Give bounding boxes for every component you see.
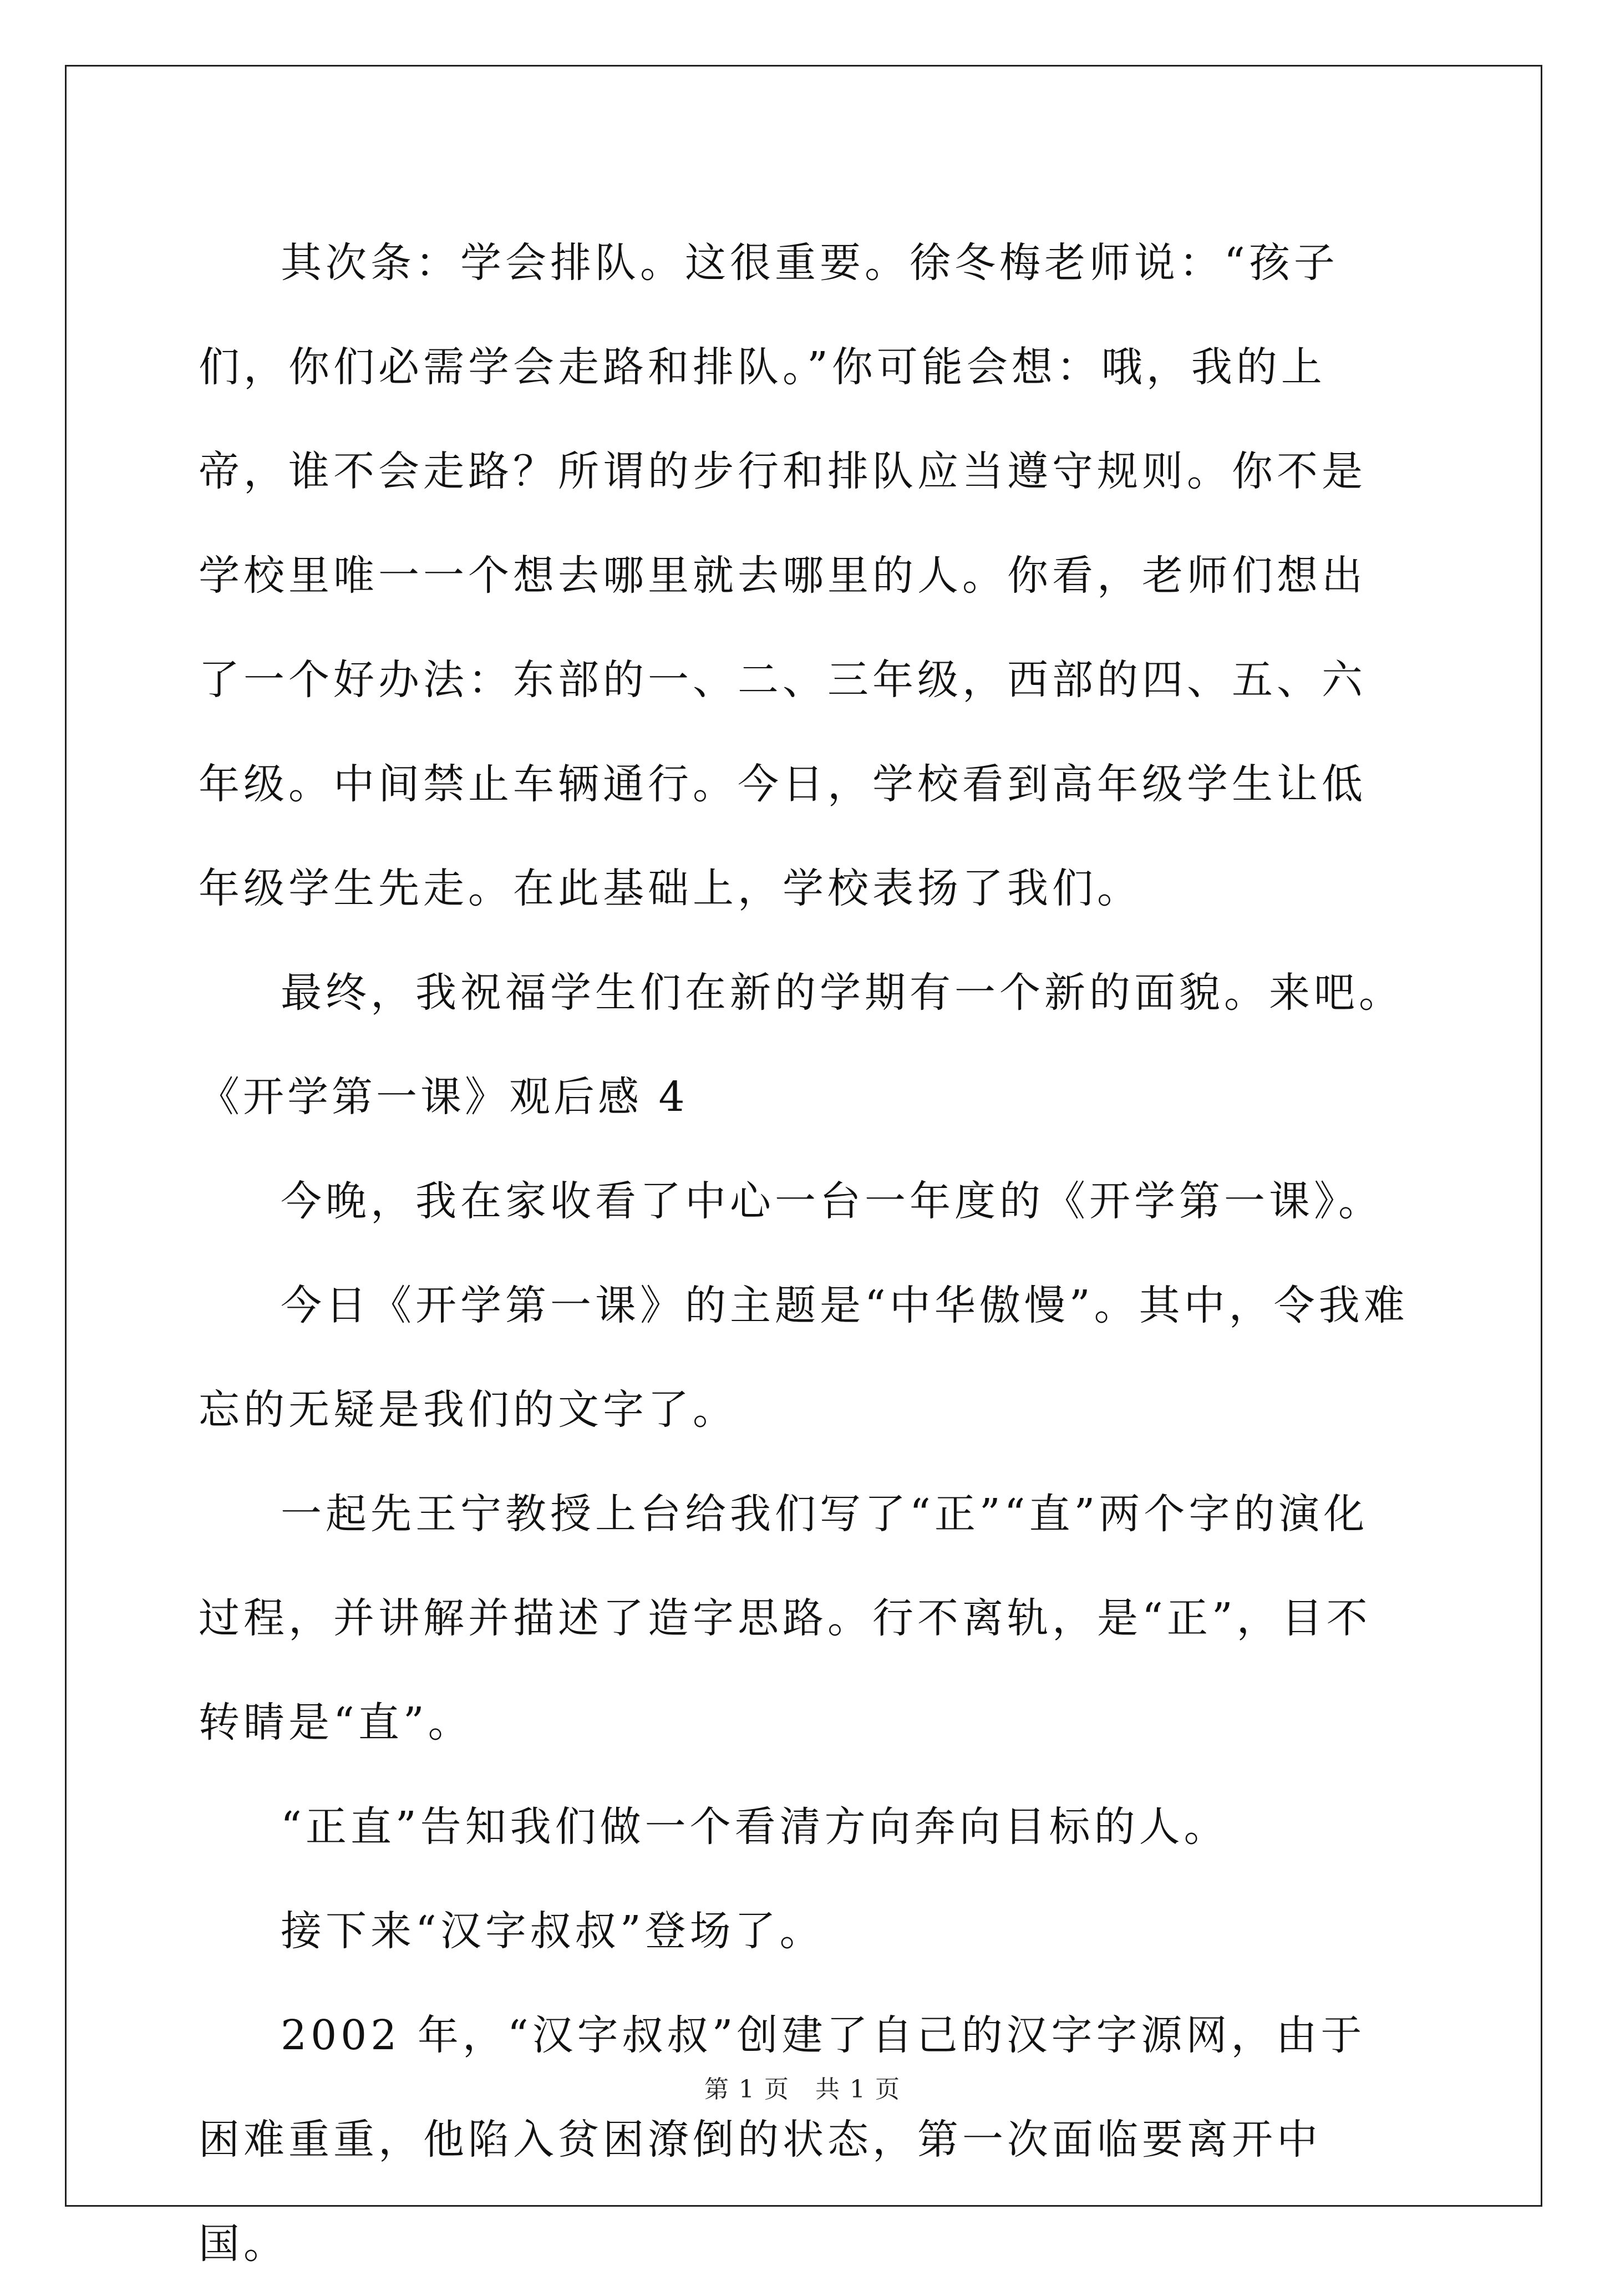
document-body bbox=[199, 211, 1409, 2296]
paragraph: 其次条：学会排队。这很重要。徐冬梅老师说：“孩子们，你们必需学会走路和排队。”你可能会想：哦，我的上帝，谁不会走路？所谓的步行和排队应当遵守规则。你不是学校里唯一一个想去哪里就去哪里的人。你看，老师们想出了一个好办法：东部的一、二、三年级，西部的四、五、六年级。中间禁止车辆通行。今日，学校看到高年级学生让低年级学生先走。在此基础上，学校表扬了我们。 bbox=[199, 239, 1367, 912]
paragraph: “正直”告知我们做一个看清方向奔向目标的人。 bbox=[281, 1803, 1229, 1851]
paragraph: 2002 年，“汉字叔叔”创建了自己的汉字字源网，由于困难重重，他陷入贫困潦倒的状态，第一次面临要离开中国。 bbox=[199, 2011, 1366, 2268]
paragraph: 今晚，我在家收看了中心一台一年度的《开学第一课》。 bbox=[281, 1177, 1383, 1225]
page-number-footer: 第 1 页 共 1 页 bbox=[704, 2075, 901, 2104]
paragraph: 一起先王宁教授上台给我们写了“正”“直”两个字的演化过程，并讲解并描述了造字思路。行不离轨，是“正”，目不转睛是“直”。 bbox=[199, 1490, 1372, 1746]
section-heading: 《开学第一课》观后感 4 bbox=[199, 1073, 688, 1121]
paragraph: 接下来“汉字叔叔”登场了。 bbox=[281, 1907, 825, 1955]
paragraph: 最终，我祝福学生们在新的学期有一个新的面貌。来吧。 bbox=[281, 969, 1404, 1017]
paragraph: 今日《开学第一课》的主题是“中华傲慢”。其中，令我难忘的无疑是我们的文字了。 bbox=[199, 1282, 1409, 1434]
